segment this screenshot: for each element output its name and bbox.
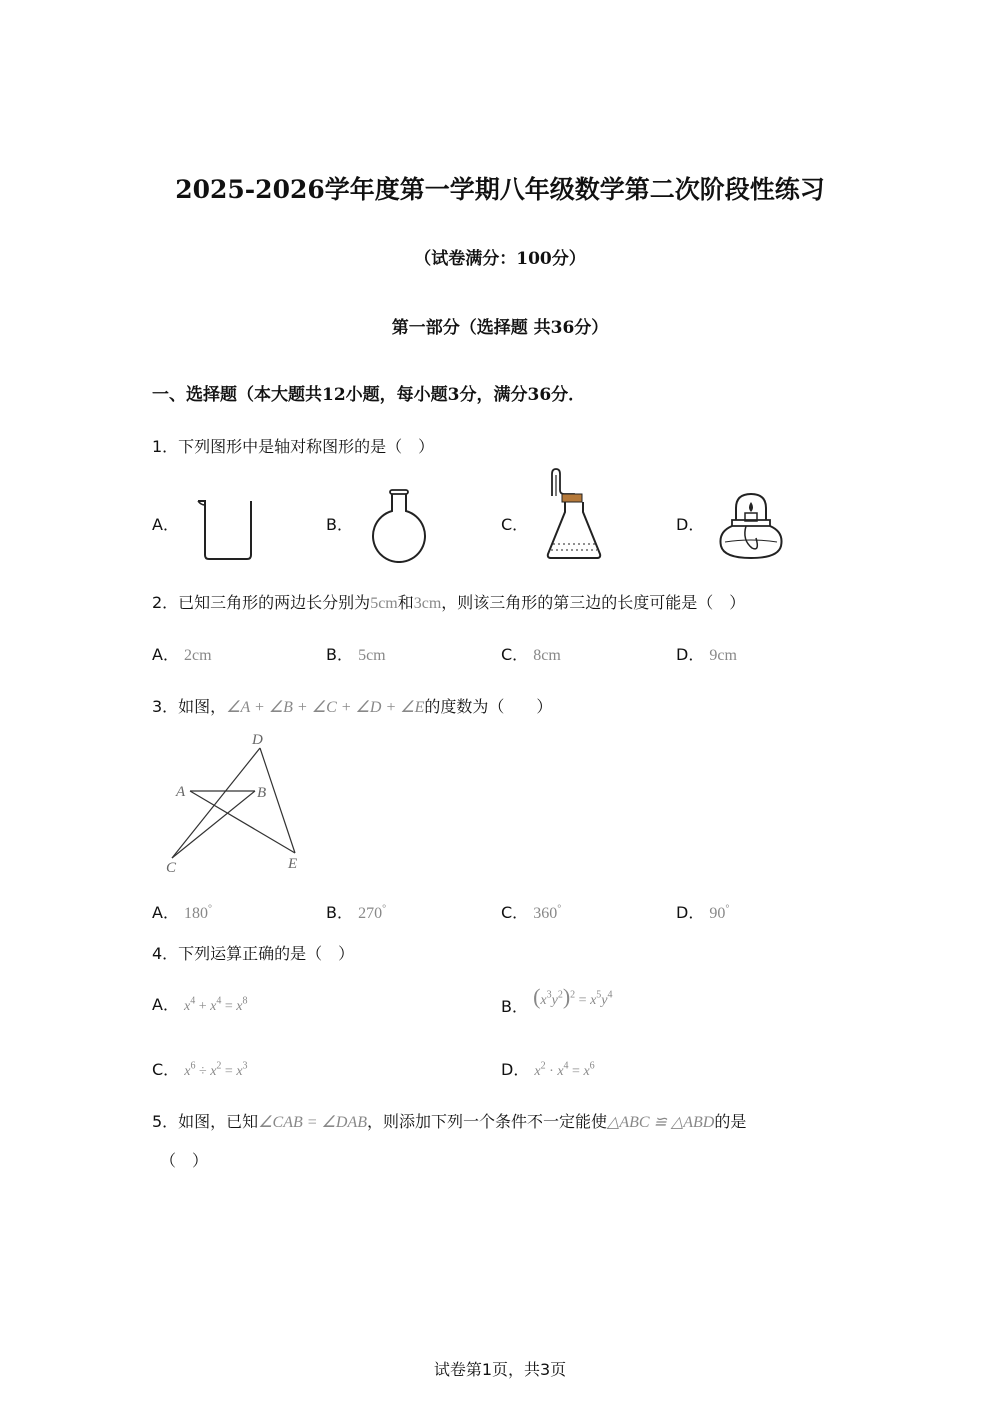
q3-label-b: B — [257, 785, 267, 801]
q3-text-suffix: 的度数为（ ） — [424, 697, 553, 716]
q5-answer-paren: （ ） — [160, 1151, 209, 1170]
q2-side-a: 5cm — [370, 595, 398, 612]
q3-angle-sum-expression: ∠A + ∠B + ∠C + ∠D + ∠E — [226, 699, 425, 716]
q3-option-b: B． 270° — [326, 903, 387, 922]
q3-text-prefix: 3．如图， — [152, 697, 227, 716]
q2-option-b: B． 5cm — [326, 645, 386, 664]
q2-text-suffix: ，则该三角形的第三边的长度可能是（ ） — [441, 593, 746, 612]
page-footer: 试卷第1页，共3页 — [433, 1360, 567, 1379]
q5-congruence-claim: △ABC ≌ △ABD — [607, 1114, 715, 1131]
q3-label-e: E — [288, 856, 298, 872]
q1-option-a-label: A． — [152, 515, 179, 534]
score-note: （试卷满分：100分） — [414, 249, 586, 269]
q3-option-d: D． 90° — [676, 903, 730, 922]
q3-star-figure — [160, 728, 310, 878]
q5-given-condition: ∠CAB = ∠DAB — [258, 1114, 367, 1131]
q2-text-mid: 和 — [397, 593, 414, 612]
q4-option-c: C． $x^6 \div x^2 = x^3$ — [152, 1060, 248, 1079]
question-1-stem: 1．下列图形中是轴对称图形的是（ ） — [152, 437, 435, 456]
page-title: 2025-2026学年度第一学期八年级数学第二次阶段性练习 — [175, 175, 825, 204]
q4-option-b: B． $(x^3y^2)^2 = x^5y^4$ — [501, 984, 613, 1016]
alcohol-lamp-icon — [716, 490, 786, 564]
section-heading: 一、选择题（本大题共12小题，每小题3分，满分36分． — [152, 385, 586, 405]
q5-text-mid: ，则添加下列一个条件不一定能使 — [367, 1112, 608, 1131]
question-4-stem: 4．下列运算正确的是（ ） — [152, 944, 355, 963]
q3-label-d: D — [252, 732, 263, 748]
q3-label-a: A — [176, 784, 186, 800]
question-2-stem — [152, 590, 745, 613]
question-3-stem — [152, 694, 552, 717]
question-5-stem — [152, 1109, 746, 1132]
q3-option-a: A． 180° — [152, 903, 213, 922]
q2-option-d: D． 9cm — [676, 645, 737, 664]
q5-text-suffix: 的是 — [714, 1112, 747, 1131]
conical-flask-with-tube-icon — [540, 466, 610, 564]
round-flask-icon — [368, 487, 430, 563]
q2-side-b: 3cm — [413, 595, 442, 612]
q1-option-b-label: B． — [326, 515, 353, 534]
q2-option-c: C． 8cm — [501, 645, 561, 664]
part-heading: 第一部分（选择题 共36分） — [391, 318, 609, 338]
q4-option-a: A． $x^4 + x^4 = x^8$ — [152, 995, 248, 1014]
q2-text-prefix: 2．已知三角形的两边长分别为 — [152, 593, 371, 612]
q1-option-c-label: C． — [501, 515, 529, 534]
q3-option-c: C． 360° — [501, 903, 562, 922]
q1-option-d-label: D． — [676, 515, 705, 534]
beaker-icon — [195, 497, 257, 563]
q5-text-prefix: 5．如图，已知 — [152, 1112, 259, 1131]
q3-label-c: C — [166, 860, 177, 876]
q2-option-a: A． 2cm — [152, 645, 212, 664]
q4-option-d: D． $x^2 \cdot x^4 = x^6$ — [501, 1060, 595, 1079]
